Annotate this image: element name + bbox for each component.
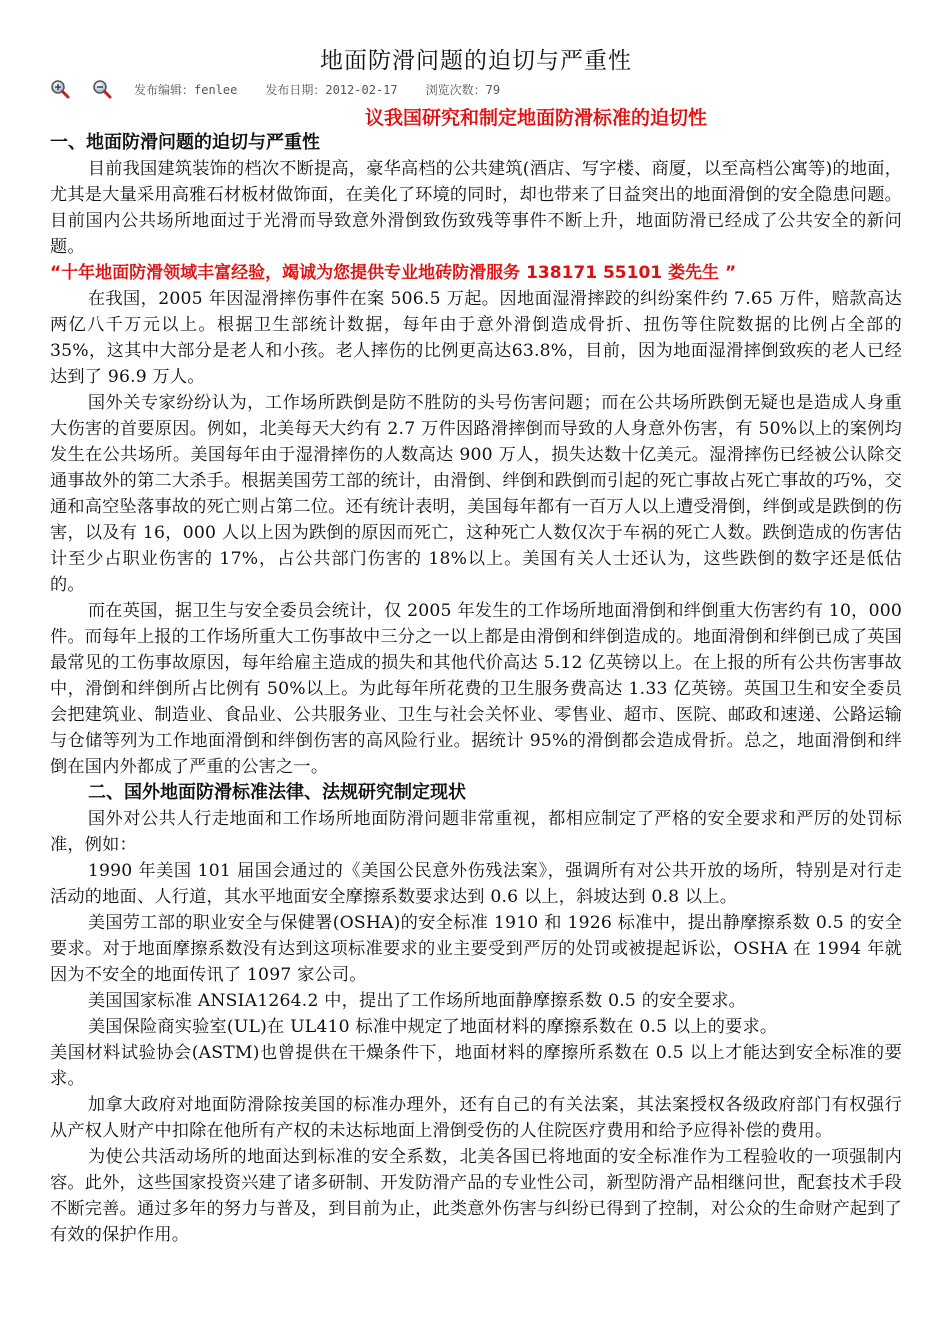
article-subtitle: 议我国研究和制定地面防滑标准的迫切性 <box>364 107 707 129</box>
zoom-in-icon-graphic <box>50 79 70 99</box>
article-meta <box>50 77 902 101</box>
paragraph: 美国材料试验协会(ASTM)也曾提供在干燥条件下，地面材料的摩擦所系数在 0.5 以上才能达到安全标准的要求。 <box>50 1043 902 1089</box>
paragraph: 美国保险商实验室(UL)在 UL410 标准中规定了地面材料的摩擦系数在 0.5 以上的要求。 <box>87 1017 778 1037</box>
paragraph: 国外对公共人行走地面和工作场所地面防滑问题非常重视，都相应制定了严格的安全要求和严厉的处罚标准，例如： <box>50 809 902 855</box>
promo-banner: “十年地面防滑领域丰富经验，竭诚为您提供专业地砖防滑服务 138171 55101 娄先生 ” <box>50 263 737 283</box>
section-1-heading: 一、地面防滑问题的迫切与严重性 <box>50 132 320 153</box>
paragraph: 1990 年美国 101 届国会通过的《美国公民意外伤残法案》，强调所有对公共开放的场所，特别是对行走活动的地面、人行道，其水平地面安全摩擦系数要求达到 0.6 以上，斜坡达到 0.8 以上。 <box>50 861 902 907</box>
zoom-out-icon-graphic <box>92 79 112 99</box>
paragraph: 为使公共活动场所的地面达到标准的安全系数，北美各国已将地面的安全标准作为工程验收的一项强制内容。此外，这些国家投资兴建了诸多研制、开发防滑产品的专业性公司，新型防滑产品相继问世，配套技术手段不断完善。通过多年的努力与普及，到目前为止，此类意外伤害与纠纷已得到了控制，对公众的生命财产起到了有效的保护作用。 <box>50 1147 902 1245</box>
paragraph: 国外关专家纷纷认为，工作场所跌倒是防不胜防的头号伤害问题；而在公共场所跌倒无疑也是造成人身重大伤害的首要原因。例如，北美每天大约有 2.7 万件因路滑摔倒而导致的人身意外伤害，有 50%以上的案例均发生在公共场所。美国每年由于湿滑摔伤的人数高达 900 万人，损失达数十亿美元。湿滑摔伤已经被公认除交通事故外的第二大杀手。根据美国劳工部的统计，由滑倒、绊倒和跌倒而引起的死亡事故占死亡事故的巧%，交通和高空坠落事故的死亡则占第二位。还有统计表明，美国每年都有一百万人以上遭受滑倒，绊倒或是跌倒的伤害，以及有 16，000 人以上因为跌倒的原因而死亡，这种死亡人数仅次于车祸的死亡人数。跌倒造成的伤害估计至少占职业伤害的 17%，占公共部门伤害的 18%以上。美国有关人士还认为，这些跌倒的数字还是低估的。 <box>50 393 902 595</box>
section-2-heading: 二、国外地面防滑标准法律、法规研究制定现状 <box>88 782 466 803</box>
paragraph: 目前我国建筑装饰的档次不断提高，豪华高档的公共建筑(酒店、写字楼、商厦，以至高档公寓等)的地面，尤其是大量采用高雅石材板材做饰面，在美化了环境的同时，却也带来了日益突出的地面滑倒的安全隐患问题。目前国内公共场所地面过于光滑而导致意外滑倒致伤致残等事件不断上升，地面防滑已经成了公共安全的新问题。 <box>50 159 902 257</box>
page-title: 地面防滑问题的迫切与严重性 <box>320 48 632 74</box>
zoom-in-icon[interactable] <box>50 79 70 99</box>
paragraph: 美国国家标准 ANSIA1264.2 中，提出了工作场所地面静摩擦系数 0.5 的安全要求。 <box>87 991 747 1011</box>
meta-date: 发布日期：2012-02-17 <box>265 82 398 97</box>
paragraph: 在我国，2005 年因湿滑摔伤事件在案 506.5 万起。因地面湿滑摔跤的纠纷案件约 7.65 万件，赔款高达两亿八千万元以上。根据卫生部统计数据，每年由于意外滑倒造成骨折、扭伤等住院数据的比例占全部的 35%，这其中大部分是老人和小孩。老人摔伤的比例更高达63.8%，目前，因为地面湿滑摔倒致疾的老人已经达到了 96.9 万人。 <box>50 289 902 387</box>
paragraph: 美国劳工部的职业安全与保健署(OSHA)的安全标准 1910 和 1926 标准中，提出静摩擦系数 0.5 的安全要求。对于地面摩擦系数没有达到这项标准要求的业主要受到严厉的处罚或被提起诉讼，OSHA 在 1994 年就因为不安全的地面传讯了 1097 家公司。 <box>50 913 902 985</box>
meta-editor: 发布编辑：fenlee <box>134 82 238 97</box>
paragraph: 而在英国，据卫生与安全委员会统计，仅 2005 年发生的工作场所地面滑倒和绊倒重大伤害约有 10，000 件。而每年上报的工作场所重大工伤事故中三分之一以上都是由滑倒和绊倒造成的。地面滑倒和绊倒已成了英国最常见的工伤事故原因，每年给雇主造成的损失和其他代价高达 5.12 亿英镑以上。在上报的所有公共伤害事故中，滑倒和绊倒所占比例有 50%以上。为此每年所花费的卫生服务费高达 1.33 亿英镑。英国卫生和安全委员会把建筑业、制造业、食品业、公共服务业、卫生与社会关怀业、零售业、超市、医院、邮政和速递、公路运输与仓储等列为工作地面滑倒和绊倒伤害的高风险行业。据统计 95%的滑倒都会造成骨折。总之，地面滑倒和绊倒在国内外都成了严重的公害之一。 <box>50 601 902 777</box>
zoom-out-icon[interactable] <box>92 79 112 99</box>
meta-views: 浏览次数：79 <box>425 82 501 97</box>
paragraph: 加拿大政府对地面防滑除按美国的标准办理外，还有自己的有关法案，其法案授权各级政府部门有权强行从产权人财产中扣除在他所有产权的未达标地面上滑倒受伤的人住院医疗费用和给予应得补偿的费用。 <box>50 1095 902 1141</box>
